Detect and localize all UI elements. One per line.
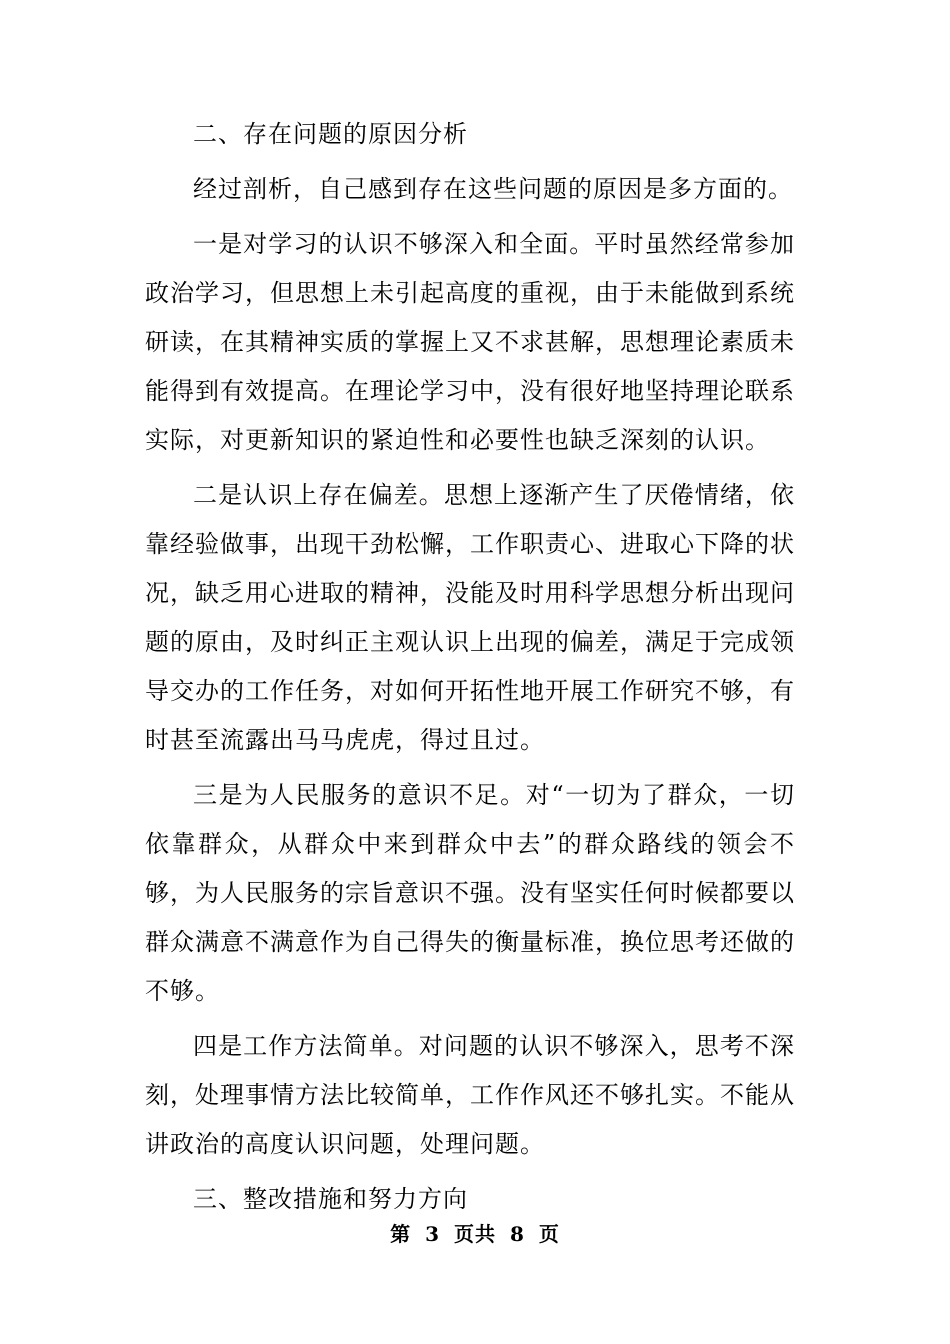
- page-suffix: 页: [538, 1222, 560, 1246]
- section-heading-rectification: 三、整改措施和努力方向: [193, 1185, 468, 1213]
- paragraph-reason-three: 三是为人民服务的意识不足。对“一切为了群众，一切依靠群众，从群众中来到群众中去”的群众路线的领会不够，为人民服务的宗旨意识不强。没有坚实任何时候都要以群众满意不满意作为自己得失的衡量标准，换位思考还做的不够。: [145, 781, 795, 1005]
- page-mid: 页共: [454, 1222, 496, 1246]
- page-footer: [0, 1218, 950, 1247]
- paragraph-reason-four: 四是工作方法简单。对问题的认识不够深入，思考不深刻，处理事情方法比较简单，工作作风还不够扎实。不能从讲政治的高度认识问题，处理问题。: [145, 1032, 795, 1158]
- paragraph-intro: 经过剖析，自己感到存在这些问题的原因是多方面的。: [193, 175, 793, 203]
- section-heading-cause-analysis: 二、存在问题的原因分析: [193, 120, 468, 148]
- paragraph-reason-one: 一是对学习的认识不够深入和全面。平时虽然经常参加政治学习，但思想上未引起高度的重视，由于未能做到系统研读，在其精神实质的掌握上又不求甚解，思想理论素质未能得到有效提高。在理论学习中，没有很好地坚持理论联系实际，对更新知识的紧迫性和必要性也缺乏深刻的认识。: [145, 230, 795, 454]
- paragraph-reason-two: 二是认识上存在偏差。思想上逐渐产生了厌倦情绪，依靠经验做事，出现干劲松懈，工作职责心、进取心下降的状况，缺乏用心进取的精神，没能及时用科学思想分析出现问题的原由，及时纠正主观认识上出现的偏差，满足于完成领导交办的工作任务，对如何开拓性地开展工作研究不够，有时甚至流露出马马虎虎，得过且过。: [145, 481, 795, 754]
- current-page-number: 3: [425, 1222, 440, 1246]
- total-pages-number: 8: [510, 1222, 525, 1246]
- page-prefix: 第: [390, 1222, 412, 1246]
- document-body: [145, 110, 795, 1230]
